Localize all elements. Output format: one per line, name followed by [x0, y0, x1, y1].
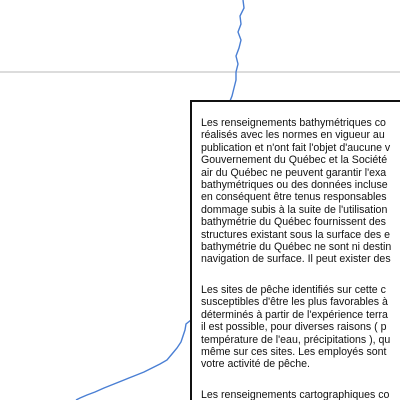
text-line: dommage subis à la suite de l'utilisation	[201, 203, 388, 216]
disclaimer-paragraph-cartography	[201, 389, 400, 400]
disclaimer-paragraph-fishing-sites	[201, 284, 400, 371]
text-line: Les renseignements cartographiques co	[201, 388, 390, 400]
text-line: en conséquent être tenus responsables	[201, 191, 387, 204]
disclaimer-text	[201, 117, 400, 400]
text-line: même sur ces sites. Les employés sont	[201, 345, 387, 358]
text-line: il est possible, pour diverses raisons ( p	[201, 321, 387, 334]
disclaimer-box	[190, 100, 400, 400]
text-line: Les renseignements bathymétriques co	[201, 117, 386, 129]
disclaimer-paragraph-bathymetry	[201, 117, 400, 266]
text-line: air du Québec ne peuvent garantir l'exa	[201, 166, 387, 179]
text-line: votre activité de pêche.	[201, 358, 310, 371]
text-line: susceptibles d'être les plus favorables à	[201, 296, 388, 309]
text-line: bathymétrie du Québec ne sont ni destin	[201, 241, 392, 254]
text-line: réalisés avec les normes en vigueur au	[201, 129, 385, 142]
text-line: Les sites de pêche identifiés sur cette c	[201, 283, 386, 296]
text-line: navigation de surface. Il peut exister des	[201, 253, 391, 266]
text-line: structures existant sous la surface des e	[201, 228, 391, 241]
shoreline-lower	[76, 320, 191, 400]
text-line: bathymétriques ou des données incluse	[201, 179, 388, 192]
text-line: publication et n'ont fait l'objet d'aucune v	[201, 141, 391, 154]
text-line: Gouvernement du Québec et la Société	[201, 154, 388, 167]
text-line: température de l'eau, précipitations ), qu	[201, 333, 391, 346]
text-line: bathymétrie du Québec fournissent des	[201, 216, 386, 229]
shoreline-upper	[230, 0, 244, 101]
text-line: déterminés à partir de l'expérience terra	[201, 308, 388, 321]
